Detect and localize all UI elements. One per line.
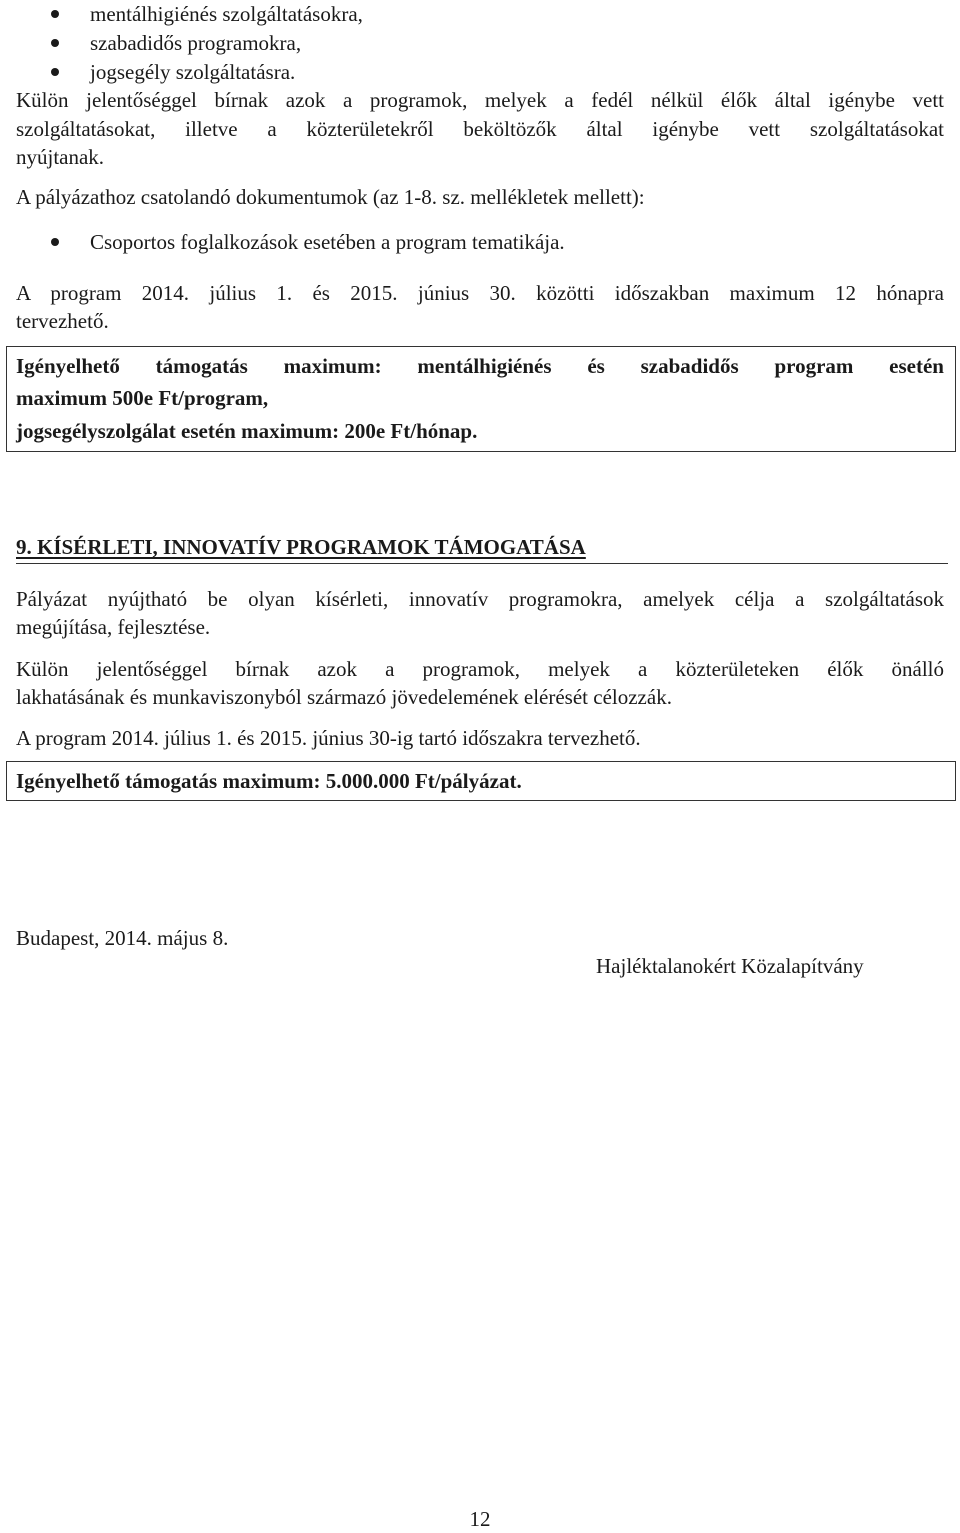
signatory: Hajléktalanokért Közalapítvány: [596, 954, 864, 978]
section-heading-text: 9. KÍSÉRLETI, INNOVATÍV PROGRAMOK TÁMOGATÁSA: [16, 535, 586, 559]
page-number: 12: [469, 1507, 491, 1531]
place-date: Budapest, 2014. május 8.: [16, 926, 229, 950]
list-item: szabadidős programokra,: [90, 31, 302, 55]
bullet-icon: [50, 0, 62, 28]
section-heading: [16, 532, 948, 564]
paragraph-line: szolgáltatásokat, illetve a közterületekről beköltözők által igénybe vett szolgáltatásokat: [16, 117, 944, 141]
paragraph-line: A program 2014. július 1. és 2015. június 30. közötti időszakban maximum 12 hónapra: [16, 281, 944, 305]
support-line: Igényelhető támogatás maximum: mentálhigiénés és szabadidős program esetén: [16, 354, 944, 378]
paragraph-line: Külön jelentőséggel bírnak azok a programok, melyek a közterületeken élők önálló: [16, 657, 944, 681]
docs-intro: A pályázathoz csatolandó dokumentumok (az 1-8. sz. mellékletek mellett):: [16, 185, 645, 209]
list-item: jogsegély szolgáltatásra.: [90, 60, 296, 84]
list-item: Csoportos foglalkozások esetében a program tematikája.: [90, 230, 565, 254]
support-line: maximum 500e Ft/program,: [16, 386, 269, 410]
paragraph-line: tervezhető.: [16, 309, 109, 333]
bullet-icon: [50, 29, 62, 57]
bullet-icon: [50, 58, 62, 86]
list-item: mentálhigiénés szolgáltatásokra,: [90, 2, 363, 26]
period-line: A program 2014. július 1. és 2015. június 30-ig tartó időszakra tervezhető.: [16, 726, 641, 750]
paragraph-line: nyújtanak.: [16, 145, 105, 169]
support-line: Igényelhető támogatás maximum: 5.000.000 Ft/pályázat.: [16, 769, 522, 793]
support-line: jogsegélyszolgálat esetén maximum: 200e Ft/hónap.: [16, 419, 478, 443]
paragraph-line: megújítása, fejlesztése.: [16, 615, 211, 639]
paragraph-line: lakhatásának és munkaviszonyból származó jövedelemének elérését célozzák.: [16, 685, 672, 709]
bullet-icon: [50, 228, 62, 256]
paragraph-line: Pályázat nyújtható be olyan kísérleti, innovatív programokra, amelyek célja a szolgáltatások: [16, 587, 944, 611]
paragraph-line: Külön jelentőséggel bírnak azok a programok, melyek a fedél nélkül élők által igénybe vett: [16, 88, 944, 112]
